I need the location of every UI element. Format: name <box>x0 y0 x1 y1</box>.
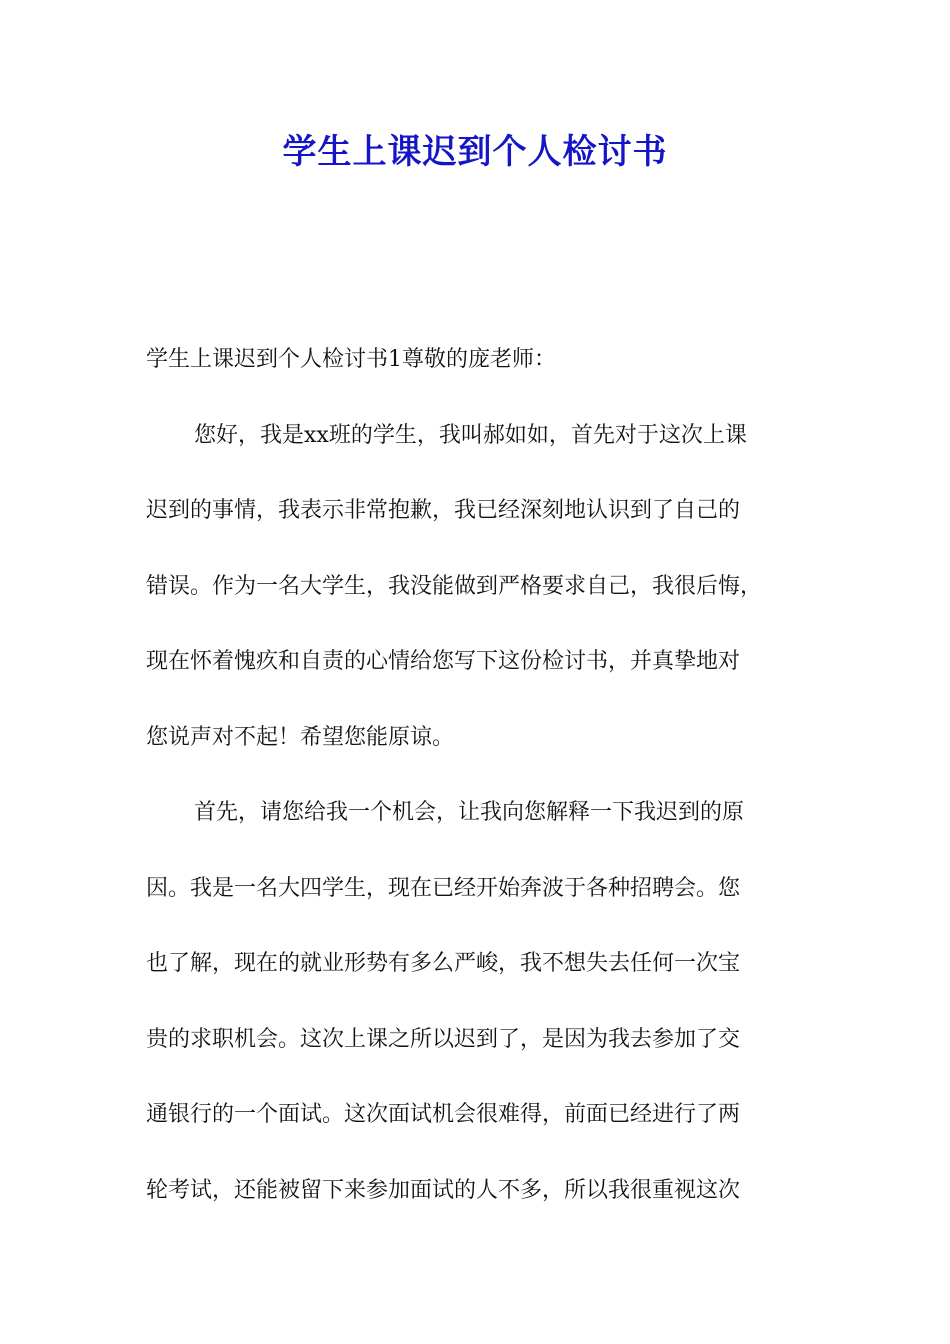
document-title: 学生上课迟到个人检讨书 <box>282 132 668 172</box>
body-line: 现在怀着愧疚和自责的心情给您写下这份检讨书，并真挚地对 <box>146 649 741 674</box>
body-line: 学生上课迟到个人检讨书1尊敬的庞老师： <box>146 347 556 372</box>
body-line: 因。我是一名大四学生，现在已经开始奔波于各种招聘会。您 <box>146 875 741 901</box>
body-line: 迟到的事情，我表示非常抱歉，我已经深刻地认识到了自己的 <box>146 498 741 523</box>
body-line: 错误。作为一名大学生，我没能做到严格要求自己，我很后悔， <box>146 573 763 599</box>
body-line: 贵的求职机会。这次上课之所以迟到了，是因为我去参加了交 <box>146 1026 741 1052</box>
body-line: 轮考试，还能被留下来参加面试的人不多，所以我很重视这次 <box>146 1177 741 1203</box>
body-line: 通银行的一个面试。这次面试机会很难得，前面已经进行了两 <box>146 1102 741 1127</box>
body-line: 首先，请您给我一个机会，让我向您解释一下我迟到的原 <box>194 800 745 825</box>
body-line: 也了解，现在的就业形势有多么严峻，我不想失去任何一次宝 <box>146 951 741 976</box>
body-line: 您说声对不起！希望您能原谅。 <box>146 724 455 750</box>
document-body <box>146 340 816 1246</box>
body-line: 您好，我是xx班的学生，我叫郝如如，首先对于这次上课 <box>194 422 747 448</box>
